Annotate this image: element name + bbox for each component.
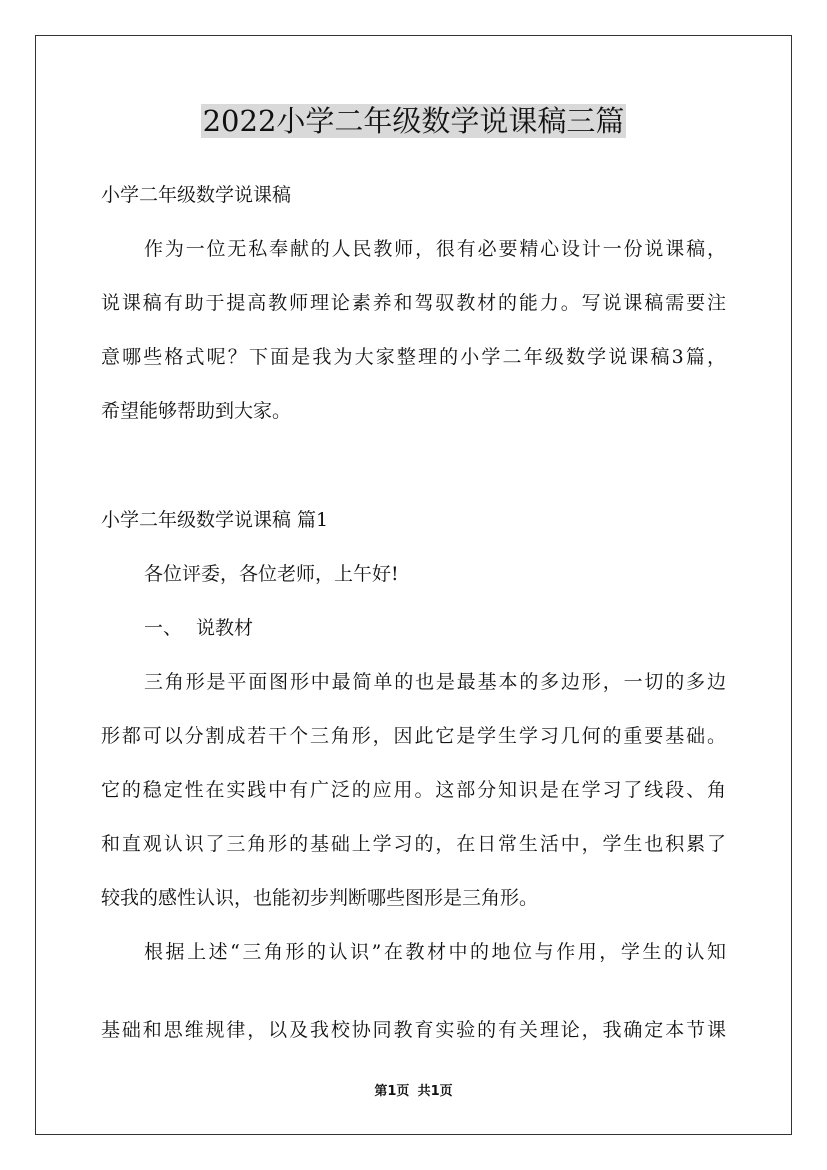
section-number: 一、 xyxy=(144,617,183,639)
document-title xyxy=(0,100,827,142)
intro-line-1: 作为一位无私奉献的人民教师，很有必要精心设计一份说课稿， xyxy=(144,238,726,260)
greeting-text: 各位评委，各位老师，上午好! xyxy=(144,563,399,585)
page-total: 共1页 xyxy=(417,1084,453,1099)
paragraph1-line-4: 和直观认识了三角形的基础上学习的，在日常生活中，学生也积累了 xyxy=(101,833,726,855)
paragraph2-line-2: 基础和思维规律，以及我校协同教育实验的有关理论，我确定本节课 xyxy=(101,1019,726,1041)
page-number: 第1页 xyxy=(374,1084,410,1099)
page-footer xyxy=(0,1083,827,1101)
document-title-text: 2022小学二年级数学说课稿三篇 xyxy=(202,104,625,138)
paragraph1-line-1: 三角形是平面图形中最简单的也是最基本的多边形，一切的多边 xyxy=(144,671,726,693)
document-subtitle: 小学二年级数学说课稿 xyxy=(101,184,292,206)
intro-line-3: 意哪些格式呢？下面是我为大家整理的小学二年级数学说课稿3篇， xyxy=(101,346,726,368)
paragraph1-line-2: 形都可以分割成若干个三角形，因此它是学生学习几何的重要基础。 xyxy=(101,725,726,747)
paragraph2-line-1: 根据上述“三角形的认识”在教材中的地位与作用，学生的认知 xyxy=(144,941,726,963)
intro-line-4: 希望能够帮助到大家。 xyxy=(101,400,292,422)
intro-line-2: 说课稿有助于提高教师理论素养和驾驭教材的能力。写说课稿需要注 xyxy=(101,292,726,314)
paragraph1-line-3: 它的稳定性在实践中有广泛的应用。这部分知识是在学习了线段、角 xyxy=(101,779,726,801)
section-heading: 说教材 xyxy=(196,617,254,639)
paragraph1-line-5: 较我的感性认识，也能初步判断哪些图形是三角形。 xyxy=(101,887,539,909)
article-heading: 小学二年级数学说课稿 篇1 xyxy=(101,509,329,531)
